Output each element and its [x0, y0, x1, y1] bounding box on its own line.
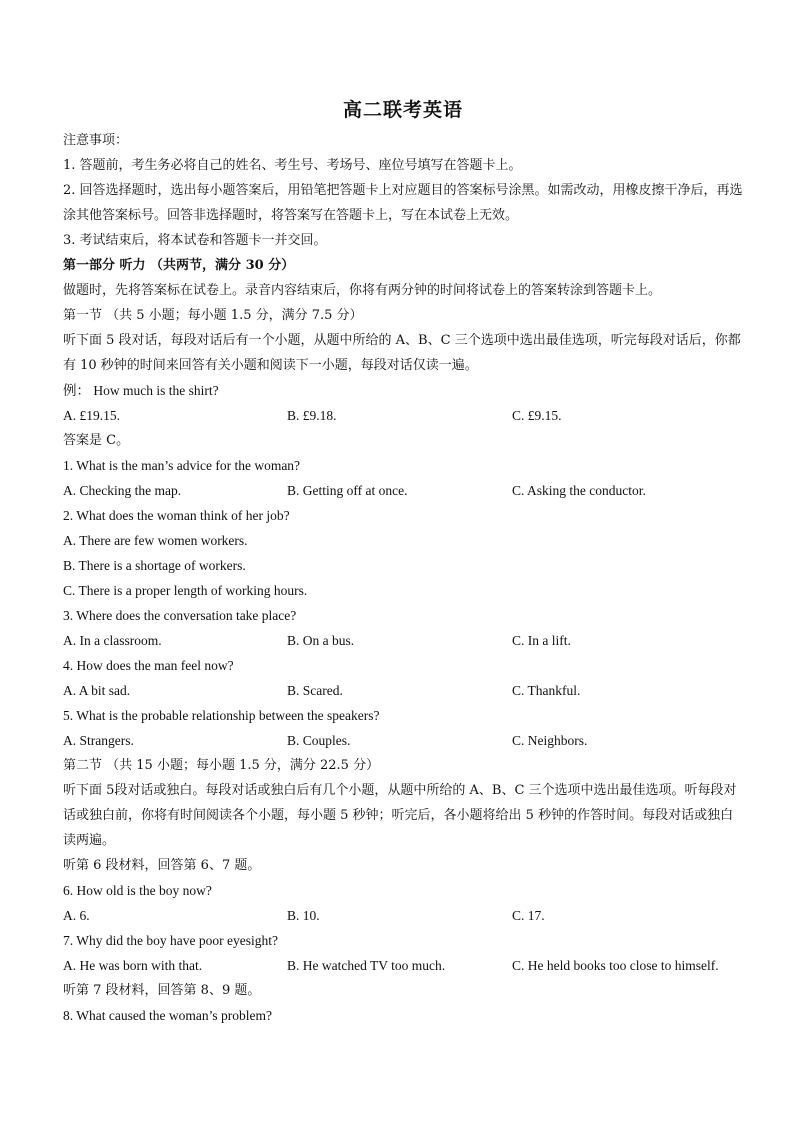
- material-6-heading: 听第 6 段材料，回答第 6、7 题。: [63, 858, 261, 873]
- option-a: A. A bit sad.: [63, 683, 131, 698]
- notice-heading: 注意事项：: [63, 133, 129, 148]
- option-b: B. 10.: [287, 908, 320, 923]
- section1-heading: 第一节 （共 5 小题；每小题 1.5 分，满分 7.5 分）: [63, 308, 363, 323]
- option-c: C. Thankful.: [512, 683, 581, 698]
- question-5-options: [63, 728, 743, 753]
- option-c: C. In a lift.: [512, 633, 571, 648]
- section2-heading: 第二节 （共 15 小题；每小题 1.5 分，满分 22.5 分）: [63, 758, 380, 773]
- option-a: A. There are few women workers.: [63, 533, 248, 548]
- option-b: B. He watched TV too much.: [287, 958, 446, 973]
- section2-instruction: 听下面 5段对话或独白。每段对话或独白后有几个小题，从题中所给的 A、B、C 三个选项中选出最佳选项。听每段对话或独白前，你将有时间阅读各个小题，每小题 5 秒钟；听完后，各小题将给出 5 秒钟的作答时间。每段对话或独白读两遍。: [63, 783, 737, 848]
- example-question: 例： How much is the shirt?: [63, 383, 219, 398]
- option-b: B. Getting off at once.: [287, 483, 408, 498]
- option-a: A. Strangers.: [63, 733, 134, 748]
- question-6: 6. How old is the boy now?: [63, 883, 212, 898]
- section1-instruction: 听下面 5 段对话，每段对话后有一个小题，从题中所给的 A、B、C 三个选项中选出最佳选项，听完每段对话后，你都有 10 秒钟的时间来回答有关小题和阅读下一小题，每段对话仅读一遍。: [63, 333, 741, 373]
- example-options: [63, 403, 743, 428]
- notice-item-3: 3. 考试结束后，将本试卷和答题卡一并交回。: [63, 233, 327, 248]
- question-1: 1. What is the man’s advice for the woman?: [63, 458, 301, 473]
- part1-instruction: 做题时，先将答案标在试卷上。录音内容结束后，你将有两分钟的时间将试卷上的答案转涂到答题卡上。: [63, 283, 662, 298]
- option-a: A. He was born with that.: [63, 958, 203, 973]
- option-a: A. Checking the map.: [63, 483, 182, 498]
- question-3: 3. Where does the conversation take place?: [63, 608, 297, 623]
- option-b: B. On a bus.: [287, 633, 355, 648]
- option-b: B. Couples.: [287, 733, 351, 748]
- option-c: C. 17.: [512, 908, 545, 923]
- question-6-options: [63, 903, 743, 928]
- option-a: A. In a classroom.: [63, 633, 162, 648]
- option-b: B. There is a shortage of workers.: [63, 558, 246, 573]
- notice-item-2: 2. 回答选择题时，选出每小题答案后，用铅笔把答题卡上对应题目的答案标号涂黑。如需改动，用橡皮擦干净后，再选涂其他答案标号。回答非选择题时，将答案写在答题卡上，写在本试卷上无效。: [63, 183, 743, 223]
- option-c: C. He held books too close to himself.: [512, 958, 719, 973]
- example-answer: 答案是 C。: [63, 433, 130, 448]
- option-a: A. 6.: [63, 908, 90, 923]
- question-8: 8. What caused the woman’s problem?: [63, 1008, 272, 1023]
- exam-page: [63, 95, 743, 1028]
- notice-item-1: 1. 答题前，考生务必将自己的姓名、考生号、考场号、座位号填写在答题卡上。: [63, 158, 522, 173]
- option-c: C. There is a proper length of working hours.: [63, 583, 308, 598]
- question-3-options: [63, 628, 743, 653]
- question-5: 5. What is the probable relationship between the speakers?: [63, 708, 380, 723]
- material-7-heading: 听第 7 段材料，回答第 8、9 题。: [63, 983, 261, 998]
- part1-heading: 第一部分 听力 （共两节，满分 30 分）: [63, 258, 295, 273]
- question-4: 4. How does the man feel now?: [63, 658, 234, 673]
- question-2: 2. What does the woman think of her job?: [63, 508, 290, 523]
- question-1-options: [63, 478, 743, 503]
- question-7: 7. Why did the boy have poor eyesight?: [63, 933, 278, 948]
- option-b: B. Scared.: [287, 683, 343, 698]
- question-7-options: [63, 953, 743, 978]
- option-c: C. Neighbors.: [512, 733, 588, 748]
- option-c: C. Asking the conductor.: [512, 483, 646, 498]
- option-b: B. £9.18.: [287, 408, 337, 423]
- option-a: A. £19.15.: [63, 408, 120, 423]
- option-c: C. £9.15.: [512, 408, 562, 423]
- question-4-options: [63, 678, 743, 703]
- page-title: 高二联考英语: [342, 99, 463, 121]
